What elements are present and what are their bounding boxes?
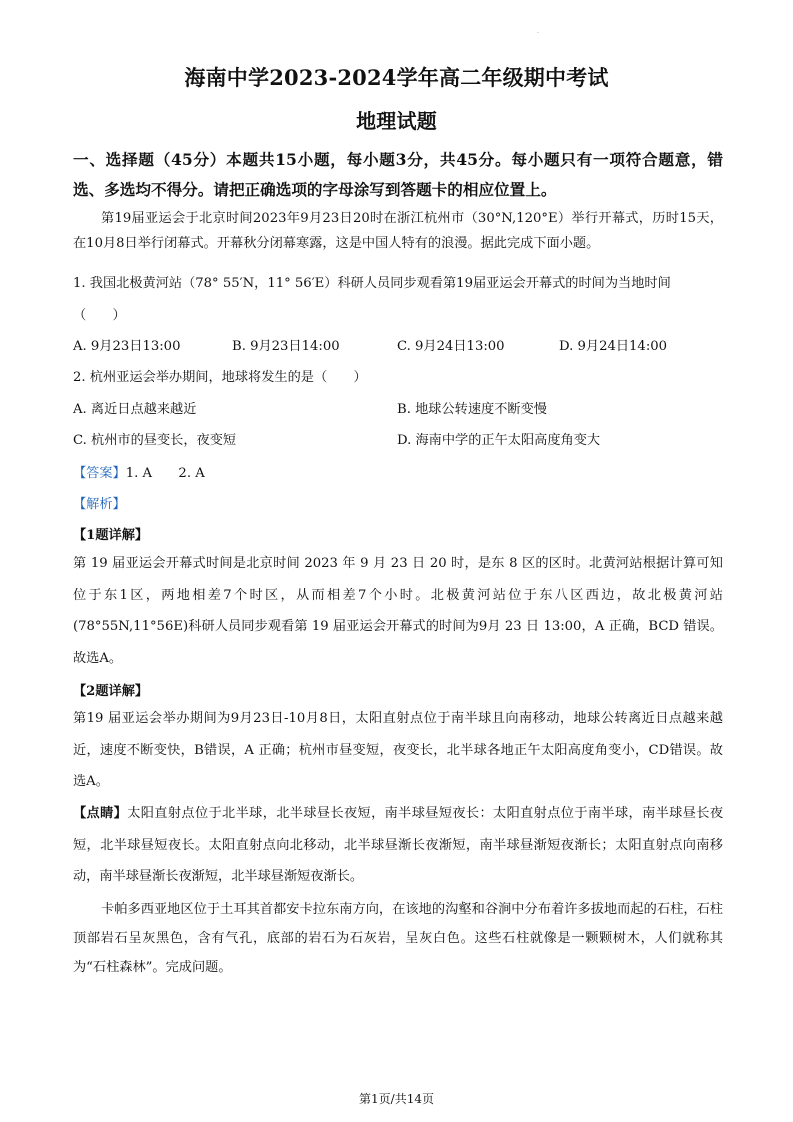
q2-option-d: D. 海南中学的正午太阳高度角变大: [397, 433, 601, 448]
q1-option-b: B. 9月23日14:00: [232, 339, 340, 354]
detail-1-text: 第 19 届亚运会开幕式时间是北京时间 2023 年 9 月 23 日 20 时，是东 8 区的区时。北黄河站根据计算可知位于东1区，两地相差7个时区，从而相差7个小时。北极黄河站位于东八区西边，故北极黄河站(78°55N,11°56E)科研人员同步观看第 19 届亚运会开幕式的时间为9月 23 日 13:00，A 正确，BCD 错误。故选A。: [73, 556, 723, 666]
answer-label: 【答案】: [73, 466, 126, 481]
tip-text: 太阳直射点位于北半球，北半球昼长夜短，南半球昼短夜长：太阳直射点位于南半球，南半球昼长夜短，北半球昼短夜长。太阳直射点向北移动，北半球昼渐长夜渐短，南半球昼渐短夜渐长；太阳直射点向南移动，南半球昼渐长夜渐短，北半球昼渐短夜渐长。: [73, 806, 724, 884]
question-2-stem: 2. 杭州亚运会举办期间，地球将发生的是（ ）: [73, 370, 367, 385]
question-1-stem: 1. 我国北极黄河站（78° 55′N，11° 56′E）科研人员同步观看第19届亚运会开幕式的时间为当地时间: [73, 276, 671, 291]
q2-option-c: C. 杭州市的昼变长，夜变短: [73, 433, 237, 448]
detail-1-heading: 【1题详解】: [73, 528, 149, 543]
page-subtitle: 地理试题: [356, 109, 437, 133]
answer-text: 1. A 2. A: [125, 466, 205, 481]
section-heading: 一、选择题（45分）本题共15小题，每小题3分，共45分。每小题只有一项符合题意，错选、多选均不得分。请把正确选项的字母涂写到答题卡的相应位置上。: [73, 150, 723, 199]
q1-option-d: D. 9月24日14:00: [559, 339, 668, 354]
q1-option-c: C. 9月24日13:00: [397, 339, 505, 354]
page-number: 第1页/共14页: [359, 1092, 434, 1106]
q1-option-a: A. 9月23日13:00: [73, 339, 181, 354]
detail-2-text: 第19 届亚运会举办期间为9月23日-10月8日，太阳直射点位于南半球且向南移动，地球公转离近日点越来越近，速度不断变快，B错误，A 正确；杭州市昼变短，夜变长，北半球各地正午太阳高度角变小，CD错误。故选A。: [73, 711, 723, 789]
page-title: 海南中学2023-2024学年高二年级期中考试: [184, 65, 609, 90]
analysis-label: 【解析】: [73, 497, 126, 512]
tip-paragraph: [73, 798, 723, 893]
scan-mark: ·: [537, 30, 539, 37]
tip-label: 【点睛】: [73, 806, 128, 821]
answer-line: [73, 462, 205, 481]
detail-2-heading: 【2题详解】: [73, 684, 149, 699]
q2-option-a: A. 离近日点越来越近: [73, 402, 197, 417]
q2-option-b: B. 地球公转速度不断变慢: [397, 402, 547, 417]
question-1-blank: （ ）: [73, 308, 126, 323]
material-2: 卡帕多西亚地区位于土耳其首都安卡拉东南方向，在该地的沟壑和谷涧中分布着许多拔地而起的石柱，石柱顶部岩石呈灰黑色，含有气孔，底部的岩石为石灰岩，呈灰白色。这些石柱就像是一颗颗树木，人们就称其为“石柱森林”。完成问题。: [73, 902, 723, 975]
material-1: 第19届亚运会于北京时间2023年9月23日20时在浙江杭州市（30°N,120°E）举行开幕式，历时15天，在10月8日举行闭幕式。开幕秋分闭幕寒露，这是中国人特有的浪漫。据此完成下面小题。: [73, 211, 723, 251]
